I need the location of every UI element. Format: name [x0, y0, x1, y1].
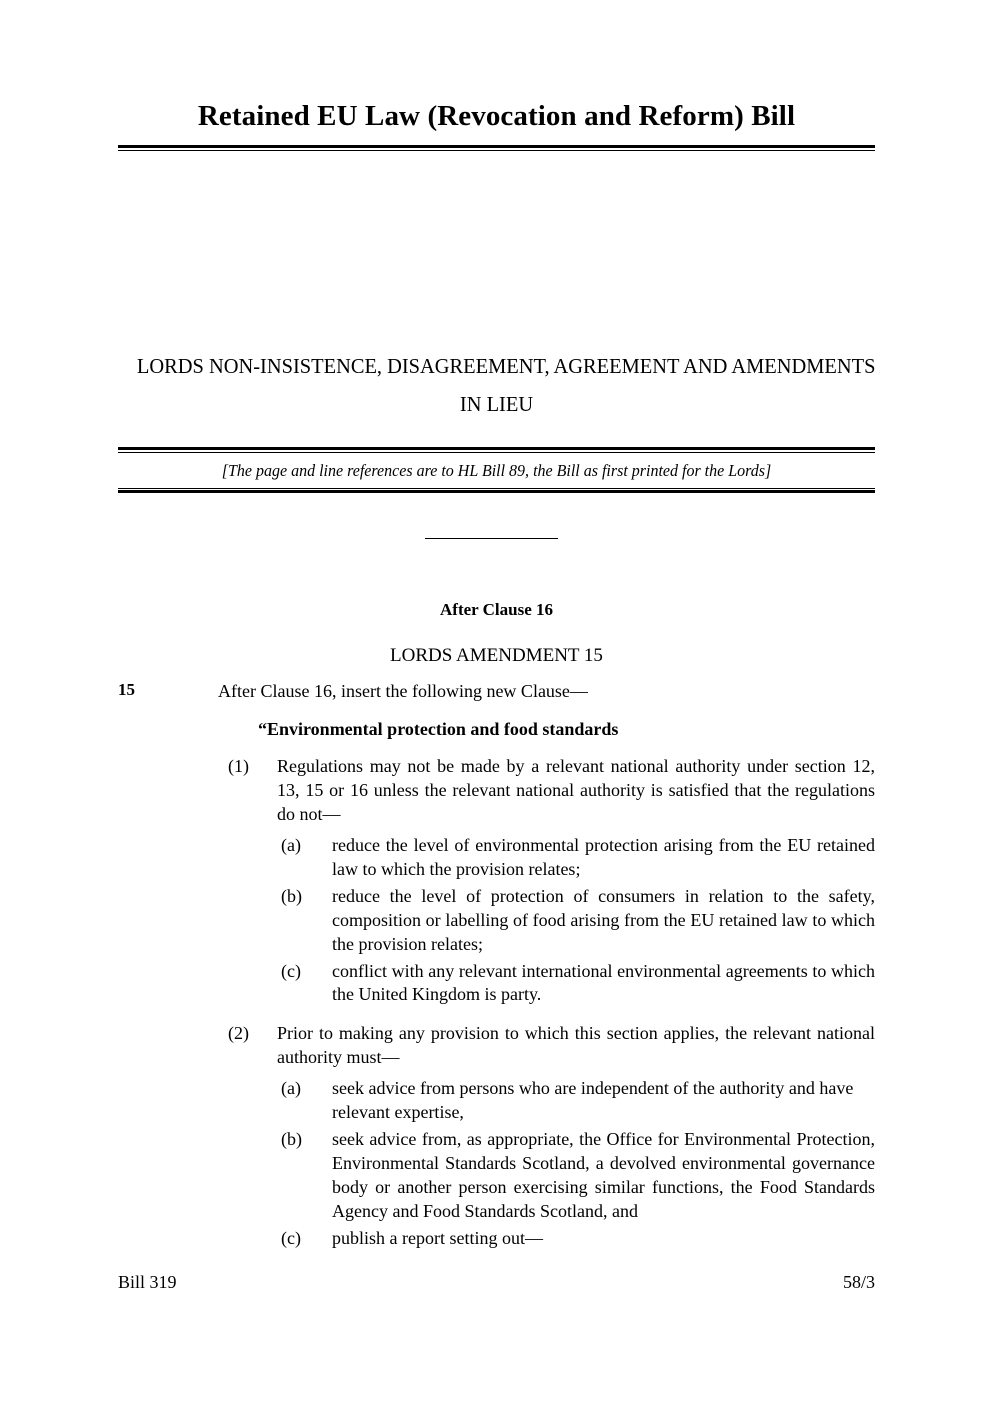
- new-clause-title: “Environmental protection and food standards: [258, 719, 619, 739]
- subsection-text: Prior to making any provision to which this section applies, the relevant national authority must—: [277, 1023, 875, 1068]
- page-title: Retained EU Law (Revocation and Reform) Bill: [197, 100, 796, 132]
- reference-note: [The page and line references are to HL Bill 89, the Bill as first printed for the Lords]: [221, 460, 772, 480]
- paragraph-text: publish a report setting out—: [332, 1227, 543, 1248]
- amendment-lead-row: [0, 680, 991, 706]
- paragraph-text: reduce the level of environmental protection arising from the EU retained law to which the provision relates;: [332, 834, 875, 879]
- note-bottom-double-rule: [118, 488, 875, 494]
- subsection-marker: (2): [228, 1023, 249, 1044]
- page-footer: [118, 1272, 875, 1293]
- paragraph: [0, 834, 991, 882]
- reference-note-band: [118, 447, 875, 493]
- after-clause-heading: After Clause 16: [440, 600, 553, 619]
- paragraph-text: conflict with any relevant international environmental agreements to which the United Kingdom is party.: [332, 960, 875, 1005]
- paragraph-marker: (c): [281, 1227, 301, 1248]
- subsection-marker: (1): [228, 756, 249, 776]
- subsection: [0, 1022, 991, 1070]
- title-block: [118, 100, 875, 151]
- paragraph-marker: (b): [281, 1129, 302, 1150]
- subsection: [0, 755, 991, 827]
- paragraph-marker: (a): [281, 834, 301, 855]
- paragraph: [0, 885, 991, 957]
- paragraph: [0, 960, 991, 1008]
- paragraph-marker: (a): [281, 1078, 301, 1099]
- paragraph-marker: (c): [281, 960, 301, 981]
- paragraph-text: seek advice from persons who are independent of the authority and have relevant expertise,: [332, 1078, 854, 1123]
- lords-amendment-heading: LORDS AMENDMENT 15: [390, 645, 603, 666]
- paragraph-text: seek advice from, as appropriate, the Office for Environmental Protection, Environmental Standards Scotland, a devolved environmental governance body or another person exercising similar functions, the Food Standards Agency and Food Standards Scotland, and: [332, 1129, 875, 1221]
- lords-heading-line-1: LORDS NON-INSISTENCE, DISAGREEMENT, AGREEMENT AND AMENDMENTS: [136, 354, 876, 378]
- subsection-text: Regulations may not be made by a relevant national authority under section 12, 13, 15 or 16 unless the relevant national authority is satisfied that the regulations do not—: [277, 756, 875, 824]
- paragraph: [0, 1077, 991, 1125]
- page-reference: 58/3: [842, 1272, 875, 1292]
- paragraph: [0, 1227, 991, 1251]
- paragraph-marker: (b): [281, 885, 302, 906]
- amendment-number: 15: [118, 680, 135, 699]
- lords-heading: [136, 348, 876, 423]
- section-divider-rule: [425, 538, 558, 539]
- lords-heading-line-2: IN LIEU: [459, 391, 534, 416]
- bill-number: Bill 319: [118, 1272, 177, 1292]
- paragraph-text: reduce the level of protection of consumers in relation to the safety, composition or labelling of food arising from the EU retained law to which the provision relates;: [332, 885, 875, 954]
- amendment-body: [0, 680, 991, 1251]
- paragraph: [0, 1128, 991, 1224]
- title-double-rule: [118, 145, 875, 151]
- amendment-lead-in: After Clause 16, insert the following new Clause—: [218, 681, 588, 701]
